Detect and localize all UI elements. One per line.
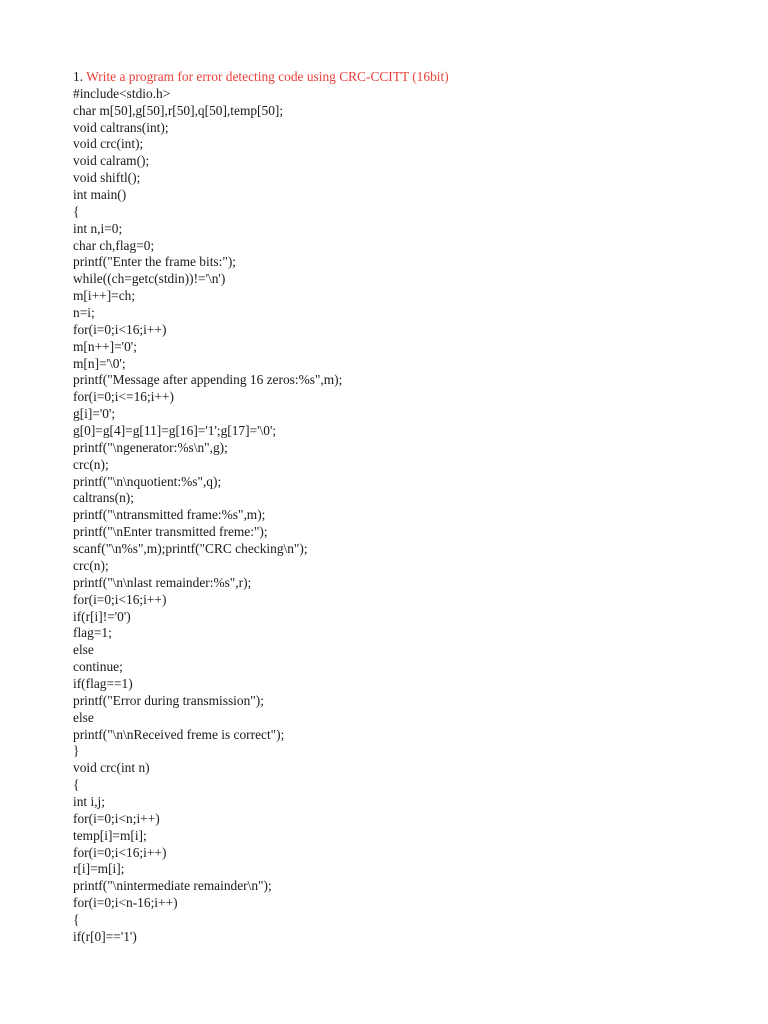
code-line: while((ch=getc(stdin))!='\n'): [73, 271, 226, 287]
code-line: printf("\nEnter transmitted freme:");: [73, 524, 268, 540]
code-line: caltrans(n);: [73, 490, 134, 506]
code-line: printf("\n\nquotient:%s",q);: [73, 473, 222, 489]
code-line: scanf("\n%s",m);printf("CRC checking\n");: [73, 541, 308, 557]
code-line: else: [73, 709, 94, 725]
document-body: [73, 69, 733, 946]
code-line: printf("\n\nlast remainder:%s",r);: [73, 574, 252, 590]
code-line: else: [73, 642, 94, 658]
code-line: int i,j;: [73, 793, 105, 809]
code-line: g[i]='0';: [73, 406, 116, 422]
section-heading: [73, 69, 733, 86]
code-line: printf("\nintermediate remainder\n");: [73, 878, 272, 894]
code-line: #include<stdio.h>: [73, 85, 171, 101]
code-line: printf("Error during transmission");: [73, 692, 264, 708]
code-line: {: [73, 203, 80, 219]
code-line: for(i=0;i<n-16;i++): [73, 895, 178, 911]
code-line: m[n]='\0';: [73, 355, 126, 371]
code-line: for(i=0;i<n;i++): [73, 810, 160, 826]
code-line: printf("Enter the frame bits:");: [73, 254, 237, 270]
code-line: printf("\ntransmitted frame:%s",m);: [73, 507, 266, 523]
code-line: crc(n);: [73, 557, 109, 573]
code-line: g[0]=g[4]=g[11]=g[16]='1';g[17]='\0';: [73, 423, 277, 439]
code-line: for(i=0;i<16;i++): [73, 591, 167, 607]
code-line: void shiftl();: [73, 170, 141, 186]
code-listing: [73, 86, 733, 946]
code-line: for(i=0;i<=16;i++): [73, 389, 174, 405]
code-line: printf("\n\nReceived freme is correct");: [73, 726, 285, 742]
code-line: int n,i=0;: [73, 220, 123, 236]
heading-number: 1.: [73, 69, 84, 84]
code-line: void calram();: [73, 153, 150, 169]
code-line: if(r[i]!='0'): [73, 608, 131, 624]
code-line: printf("\ngenerator:%s\n",g);: [73, 439, 228, 455]
code-line: void crc(int);: [73, 136, 144, 152]
code-line: m[n++]='0';: [73, 338, 137, 354]
code-line: continue;: [73, 659, 123, 675]
code-line: void crc(int n): [73, 760, 150, 776]
code-line: r[i]=m[i];: [73, 861, 125, 877]
code-line: temp[i]=m[i];: [73, 827, 147, 843]
code-line: {: [73, 777, 80, 793]
code-line: printf("Message after appending 16 zeros:%s",m);: [73, 372, 343, 388]
code-line: {: [73, 911, 80, 927]
code-line: }: [73, 743, 80, 759]
code-line: if(r[0]=='1'): [73, 928, 137, 944]
code-line: crc(n);: [73, 456, 109, 472]
code-line: m[i++]=ch;: [73, 288, 136, 304]
code-line: flag=1;: [73, 625, 112, 641]
code-line: for(i=0;i<16;i++): [73, 321, 167, 337]
code-line: for(i=0;i<16;i++): [73, 844, 167, 860]
code-line: int main(): [73, 187, 127, 203]
code-line: char ch,flag=0;: [73, 237, 155, 253]
code-line: n=i;: [73, 305, 95, 321]
code-line: void caltrans(int);: [73, 119, 169, 135]
code-line: if(flag==1): [73, 675, 133, 691]
heading-title: Write a program for error detecting code using CRC-CCITT (16bit): [83, 69, 449, 84]
code-line: char m[50],g[50],r[50],q[50],temp[50];: [73, 102, 284, 118]
